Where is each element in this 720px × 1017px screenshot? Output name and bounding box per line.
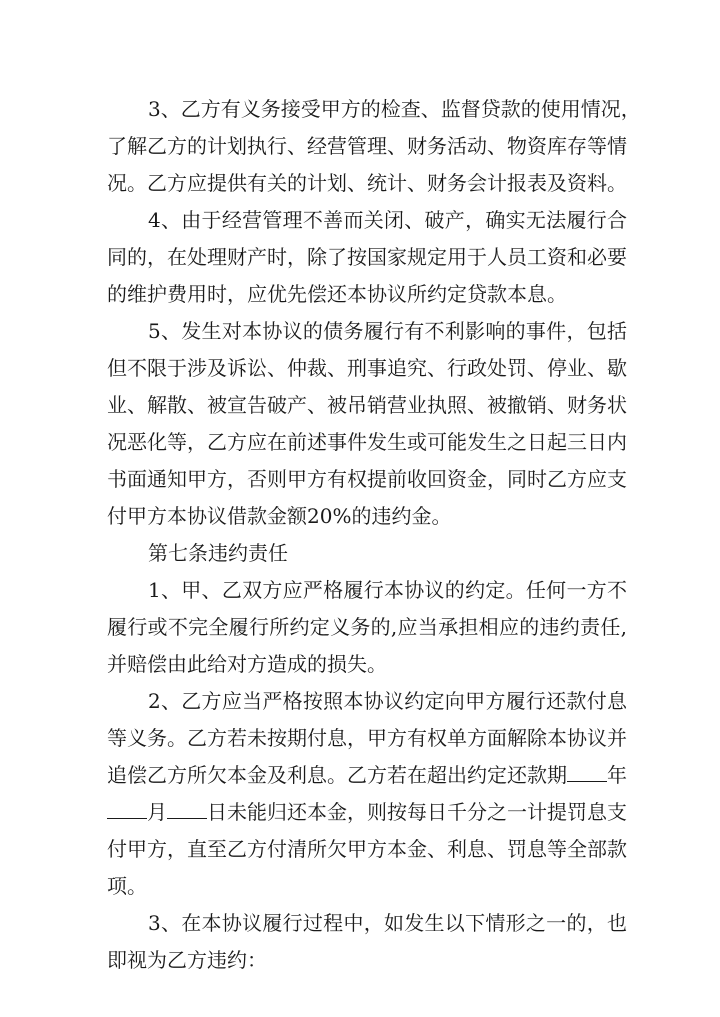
clause-4-line-1: 4、由于经营管理不善而关闭、破产，确实无法履行合 bbox=[148, 208, 627, 232]
clause-3-line-3: 况。乙方应提供有关的计划、统计、财务会计报表及资料。 bbox=[107, 171, 627, 195]
clause-5-line-4: 况恶化等，乙方应在前述事件发生或可能发生之日起三日内 bbox=[107, 430, 627, 454]
day-blank bbox=[167, 798, 207, 819]
article-7-clause-1-line-2: 履行或不完全履行所约定义务的,应当承担相应的违约责任, bbox=[107, 615, 627, 639]
year-blank bbox=[567, 761, 607, 782]
clause-5-line-2: 但不限于涉及诉讼、仲裁、刑事追究、行政处罚、停业、歇 bbox=[107, 356, 627, 380]
clause-3-line-2: 了解乙方的计划执行、经营管理、财务活动、物资库存等情 bbox=[107, 134, 627, 158]
article-7-clause-3-line-2: 即视为乙方违约： bbox=[107, 948, 267, 972]
clause-5-line-1: 5、发生对本协议的债务履行有不利影响的事件，包括 bbox=[148, 319, 627, 343]
clause-5-line-6: 付甲方本协议借款金额20%的违约金。 bbox=[107, 504, 452, 528]
article-7-clause-2-line-2: 等义务。乙方若未按期付息，甲方有权单方面解除本协议并 bbox=[107, 726, 627, 750]
article-7-clause-1-line-3: 并赔偿由此给对方造成的损失。 bbox=[107, 652, 387, 676]
month-blank-lead bbox=[107, 798, 147, 819]
clause-3-line-1: 3、乙方有义务接受甲方的检查、监督贷款的使用情况， bbox=[148, 97, 641, 121]
article-7-clause-2-line-4 bbox=[107, 797, 627, 827]
clause-4-line-2: 同的，在处理财产时，除了按国家规定用于人员工资和必要 bbox=[107, 245, 627, 269]
clause-5-line-5: 书面通知甲方，否则甲方有权提前收回资金，同时乙方应支 bbox=[107, 467, 627, 491]
article-7-clause-2-line-3 bbox=[107, 760, 627, 790]
article-7-clause-1-line-1: 1、甲、乙双方应严格履行本协议的约定。任何一方不 bbox=[148, 578, 627, 602]
article-7-clause-2-line-6: 项。 bbox=[107, 874, 147, 898]
clause-5-line-3: 业、解散、被宣告破产、被吊销营业执照、被撤销、财务状 bbox=[107, 393, 627, 417]
article-7-clause-2-line-1: 2、乙方应当严格按照本协议约定向甲方履行还款付息 bbox=[148, 689, 627, 713]
month-label: 月 bbox=[147, 800, 167, 824]
article-7-heading: 第七条违约责任 bbox=[148, 541, 288, 565]
article-7-clause-2-line-5: 付甲方，直至乙方付清所欠甲方本金、利息、罚息等全部款 bbox=[107, 837, 627, 861]
day-continuation: 日未能归还本金，则按每日千分之一计提罚息支 bbox=[207, 800, 627, 824]
year-label: 年 bbox=[607, 763, 627, 787]
clause-4-line-3: 的维护费用时，应优先偿还本协议所约定贷款本息。 bbox=[107, 282, 567, 306]
article-7-clause-2-line-3-text: 追偿乙方所欠本金及利息。乙方若在超出约定还款期 bbox=[107, 763, 567, 787]
article-7-clause-3-line-1: 3、在本协议履行过程中，如发生以下情形之一的，也 bbox=[148, 911, 627, 935]
